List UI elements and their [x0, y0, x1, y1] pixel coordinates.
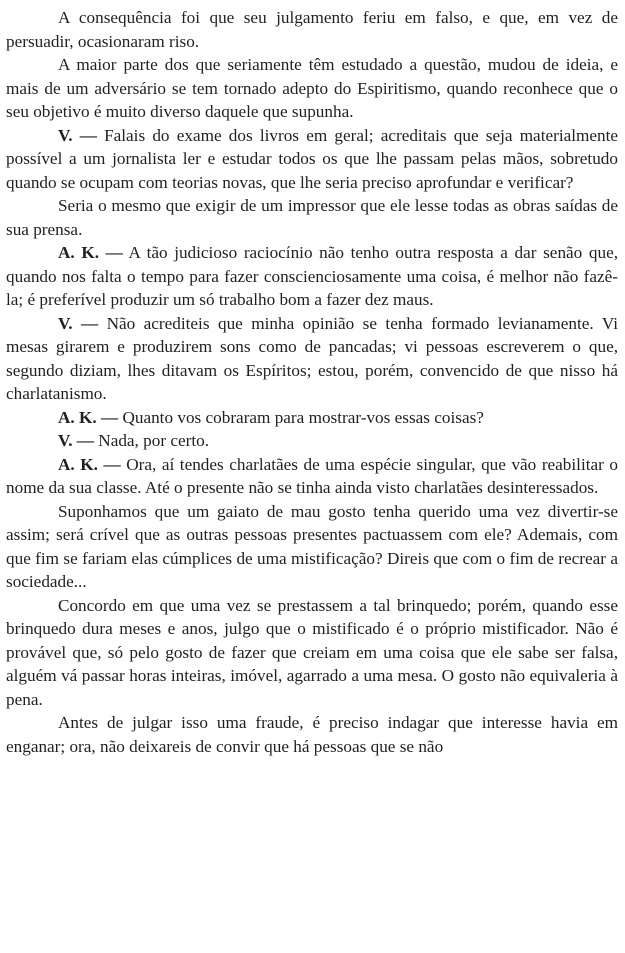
paragraph-5: [6, 241, 618, 312]
paragraph-3: [6, 124, 618, 195]
speaker-label: A. K. —: [58, 454, 121, 474]
speaker-label: A. K. —: [58, 243, 123, 262]
paragraph-7: [6, 406, 618, 430]
paragraph-12: [6, 711, 618, 758]
paragraph-text: A tão judicioso raciocínio não tenho outra resposta a dar senão que, quando nos falta o tempo para fazer conscienciosamente uma coisa, é melhor não fazê-la; é preferível produzir um só trabalho bom a fazer dez maus.: [6, 243, 618, 309]
speaker-label: V. —: [58, 313, 99, 333]
speaker-label: V. —: [58, 431, 94, 450]
paragraph-8: [6, 429, 618, 453]
paragraph-1: [6, 6, 618, 53]
paragraph-text: Seria o mesmo que exigir de um impressor que ele lesse todas as obras saídas de sua prensa.: [6, 196, 618, 239]
speaker-label: V. —: [58, 125, 97, 145]
paragraph-text: A consequência foi que seu julgamento feriu em falso, e que, em vez de persuadir, ocasionaram riso.: [6, 8, 618, 51]
paragraph-text: Suponhamos que um gaiato de mau gosto tenha querido uma vez divertir-se assim; será crível que as outras pessoas presentes pactuassem com ele? Ademais, com que fim se fariam elas cúmplices de uma mistificação? Direis que com o fim de recrear a sociedade...: [6, 501, 618, 591]
paragraph-text: Ora, aí tendes charlatães de uma espécie singular, que vão reabilitar o nome da sua classe. Até o presente não se tinha ainda visto charlatães desinteressados.: [6, 454, 618, 497]
paragraph-text: Não acrediteis que minha opinião se tenha formado levianamente. Vi mesas girarem e produzirem sons como de pancadas; vi pessoas escreverem o que, segundo diziam, lhes ditavam os Espíritos; estou, porém, convencido de que nisso há charlatanismo.: [6, 313, 618, 403]
paragraph-6: [6, 312, 618, 406]
paragraph-text: A maior parte dos que seriamente têm estudado a questão, mudou de ideia, e mais de um adversário se tem tornado adepto do Espiritismo, quando reconhece que o seu objetivo é muito diverso daquele que supunha.: [6, 55, 618, 121]
paragraph-4: [6, 194, 618, 241]
paragraph-9: [6, 453, 618, 500]
paragraph-text: Concordo em que uma vez se prestassem a tal brinquedo; porém, quando esse brinquedo dura meses e anos, julgo que o mistificado é o próprio mistificador. Não é provável que, só pelo gosto de fazer que creiam em uma coisa que ele sabe ser falsa, alguém vá passar horas inteiras, imóvel, agarrado a uma mesa. O gosto não equivaleria à pena.: [6, 595, 618, 709]
book-page: [6, 6, 618, 758]
paragraph-text: Nada, por certo.: [93, 431, 209, 450]
speaker-label: A. K. —: [58, 407, 119, 427]
paragraph-2: [6, 53, 618, 124]
paragraph-11: [6, 594, 618, 712]
paragraph-text: Quanto vos cobraram para mostrar-vos essas coisas?: [118, 407, 484, 427]
paragraph-10: [6, 500, 618, 594]
paragraph-text: Falais do exame dos livros em geral; acreditais que seja materialmente possível a um jornalista ler e estudar todos os que lhe passam pelas mãos, sobretudo quando se ocupam com teorias novas, que lhe seria preciso aprofundar e verificar?: [6, 125, 618, 192]
paragraph-text: Antes de julgar isso uma fraude, é preciso indagar que interesse havia em enganar; ora, não deixareis de convir que há pessoas que se não: [6, 713, 618, 756]
